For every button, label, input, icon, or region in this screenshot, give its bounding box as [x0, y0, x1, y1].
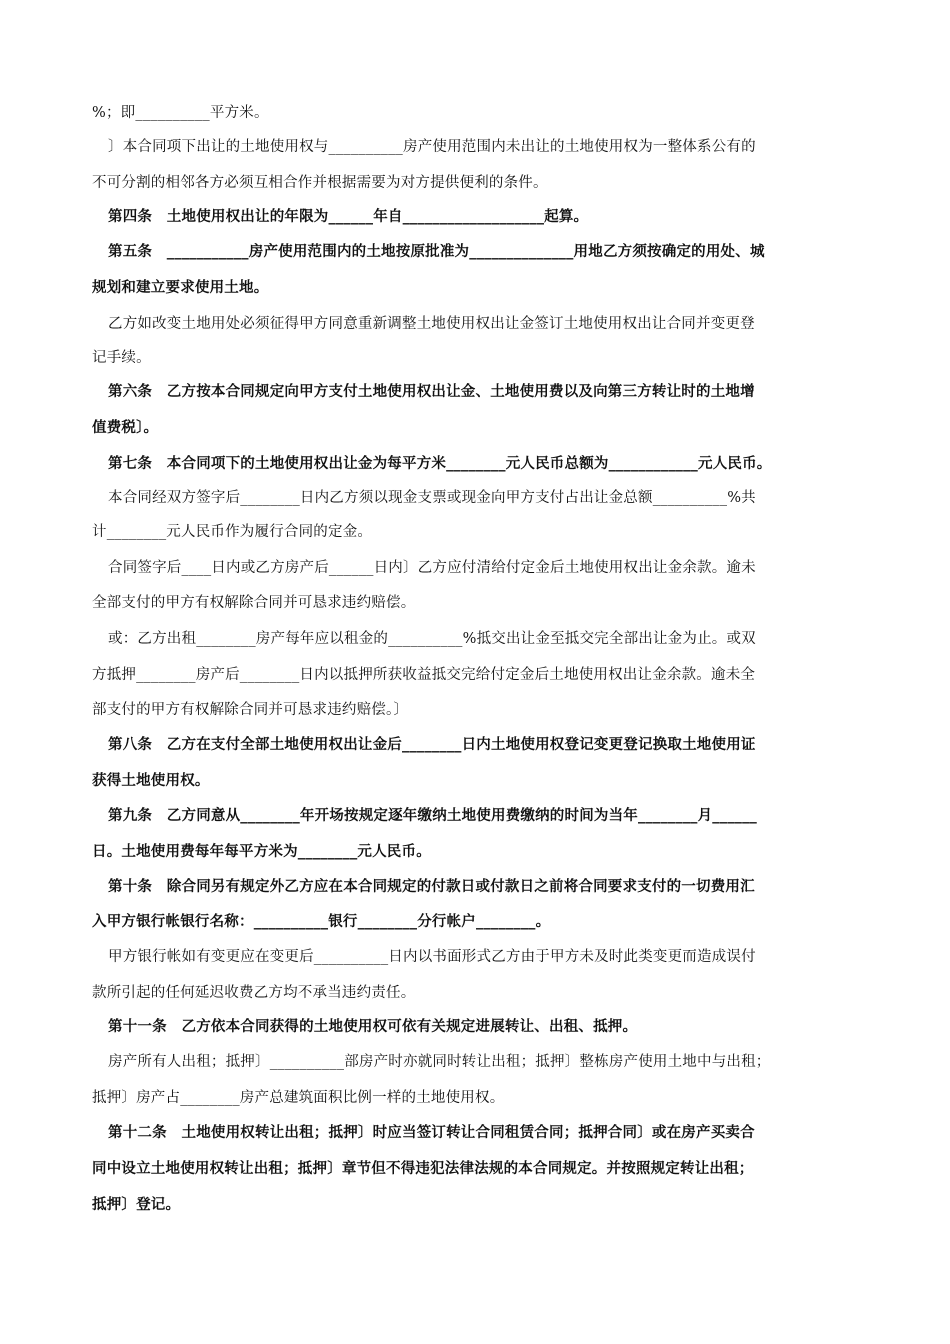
article-12: 第十二条 土地使用权转让出租；抵押〕时应当签订转让合同租赁合同；抵押合同〕或在房产买卖合 — [108, 1124, 755, 1141]
text-line: 入甲方银行帐银行名称：__________银行________分行帐户________。 — [92, 913, 551, 930]
text-line: 记手续。 — [92, 350, 151, 366]
article-7: 第七条 本合同项下的土地使用权出让金为每平方米________元人民币总额为____________元人民币。 — [108, 455, 772, 472]
text-line: 不可分割的相邻各方必须互相合作并根据需要为对方提供便利的条件。 — [92, 175, 548, 191]
text-line: 抵押〕房产占________房产总建筑面积比例一样的土地使用权。 — [92, 1090, 505, 1106]
text-line: %；即__________平方米。 — [92, 105, 269, 121]
text-line: 乙方如改变土地用处必须征得甲方同意重新调整土地使用权出让金签订土地使用权出让合同并变更登 — [108, 316, 755, 332]
text-line: 款所引起的任何延迟收费乙方均不承当违约责任。 — [92, 985, 416, 1001]
article-5: 第五条 ___________房产使用范围内的土地按原批准为______________用地乙方须按确定的用处、城 — [108, 243, 765, 260]
article-6: 第六条 乙方按本合同规定向甲方支付土地使用权出让金、土地使用费以及向第三方转让时的土地增 — [108, 383, 755, 400]
text-line: 方抵押________房产后________日内以抵押所获收益抵交完给付定金后土地使用权出让金余款。逾未全 — [92, 667, 756, 683]
text-line: 或：乙方出租________房产每年应以租金的__________%抵交出让金至抵交完全部出让金为止。或双 — [108, 631, 756, 647]
text-line: 获得土地使用权。 — [92, 772, 210, 789]
article-11: 第十一条 乙方依本合同获得的土地使用权可依有关规定进展转让、出租、抵押。 — [108, 1018, 638, 1035]
text-line: 全部支付的甲方有权解除合同并可恳求违约赔偿。 — [92, 595, 416, 611]
text-line: 部支付的甲方有权解除合同并可恳求违约赔偿。〕 — [92, 702, 409, 718]
article-9: 第九条 乙方同意从________年开场按规定逐年缴纳土地使用费缴纳的时间为当年________月______ — [108, 807, 757, 824]
article-8: 第八条 乙方在支付全部土地使用权出让金后________日内土地使用权登记变更登记换取土地使用证 — [108, 736, 756, 753]
text-line: 甲方银行帐如有变更应在变更后__________日内以书面形式乙方由于甲方未及时此类变更而造成误付 — [108, 949, 756, 965]
text-line: 规划和建立要求使用土地。 — [92, 279, 269, 296]
text-line: 值费税〕。 — [92, 419, 159, 436]
text-line: 本合同经双方签字后________日内乙方须以现金支票或现金向甲方支付占出让金总额__________%共 — [108, 490, 756, 506]
article-4: 第四条 土地使用权出让的年限为______年自___________________起算。 — [108, 208, 589, 225]
text-line: 合同签字后____日内或乙方房产后______日内〕乙方应付清给付定金后土地使用权出让金余款。逾未 — [108, 560, 756, 576]
text-line: 计________元人民币作为履行合同的定金。 — [92, 524, 373, 540]
text-line: 房产所有人出租；抵押〕__________部房产时亦就同时转让出租；抵押〕整栋房产使用土地中与出租； — [108, 1054, 771, 1070]
text-line: 抵押〕登记。 — [92, 1196, 181, 1213]
text-line: 日。土地使用费每年每平方米为________元人民币。 — [92, 843, 431, 860]
text-line: 同中设立土地使用权转让出租；抵押〕章节但不得违犯法律法规的本合同规定。并按照规定转让出租； — [92, 1160, 754, 1177]
article-10: 第十条 除合同另有规定外乙方应在本合同规定的付款日或付款日之前将合同要求支付的一切费用汇 — [108, 878, 755, 895]
text-line: 〕本合同项下出让的土地使用权与__________房产使用范围内未出让的土地使用权为一整体系公有的 — [108, 139, 756, 155]
